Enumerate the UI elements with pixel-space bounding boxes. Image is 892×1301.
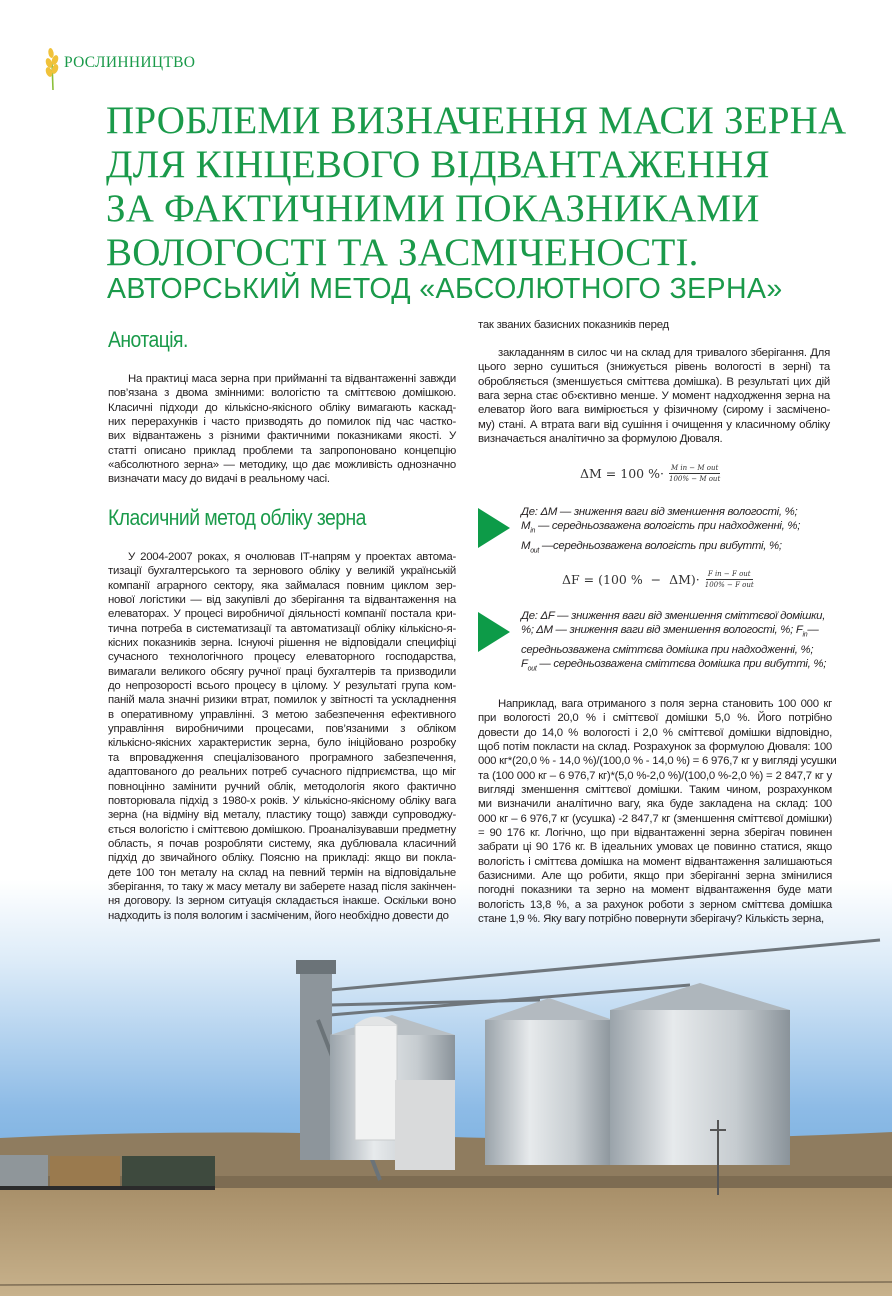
text-line: вологість 13,8 %, а за рахунок роботи з зерном сміттєва домішка [478, 898, 832, 911]
legend-line: Де: ΔM — зниження ваги від зменшення вологості, %; [521, 506, 798, 518]
formula-denominator: 100% − M out [669, 475, 721, 483]
article-title [106, 99, 866, 275]
annotation-paragraph [108, 372, 456, 487]
text-line: управління виробничими процесами, пов’язаними з обліком [108, 723, 456, 736]
section-label: РОСЛИННИЦТВО [64, 54, 196, 71]
text-line: вих відвантажень з різними фактичними показниками якості. У [108, 430, 456, 443]
formula-legend-1 [521, 505, 800, 558]
text-line: повноцінно замінити ручний облік, методологія якого фактично [108, 780, 456, 793]
annotation-heading: Анотація. [108, 327, 188, 352]
text-line: тична потреба в систематизації та автоматизації обліку кількісно-я- [108, 622, 456, 635]
symbol: M [521, 539, 531, 552]
title-line: ВОЛОГОСТІ ТА ЗАСМІЧЕНОСТІ. [106, 231, 699, 274]
text-line: тизації бухгалтерського та зернового обліку у великій українській [108, 565, 456, 578]
text-line: У 2004-2007 роках, я очолював IT-напрям у проектах автома- [128, 551, 456, 563]
symbol: F [521, 657, 528, 670]
grain-elevator-photo [0, 880, 892, 1301]
duval-paragraph [478, 346, 830, 446]
text-line: 000 кг*(20,0 % - 14,0 %)/(100,0 % - 14,0 %) = 6 976,7 кг у вигляді усушки [478, 755, 837, 768]
text-line: кількісно-якісних характеристик зерна, було ініційовано розробку [108, 737, 456, 750]
text-line: та (100 000 кг – 6 976,7 кг)*(5,0 %-2,0 %)/(100,0 %-2,0 %) = 2 847,7 кг у [478, 769, 832, 782]
classic-method-paragraph [108, 550, 456, 923]
formula-numerator: M in − M out [670, 464, 719, 472]
formula-fraction [669, 464, 720, 483]
legend-line [521, 623, 826, 642]
text-line: сучасного технологічного процесу елеваторного господарства, [108, 651, 456, 664]
formula-delta-m [580, 464, 720, 483]
text-line: зберігання, то таку ж масу металу ви заберете назад після закінчен- [108, 880, 456, 893]
text-line: компанії аграрного сектору, яка займалася повним циклом зер- [108, 579, 456, 592]
text-line: ня договору. Із зерном ситуація складається інакше. Оскільки воно [108, 895, 456, 908]
text-line: так званих базисних показників перед [478, 319, 669, 331]
formula-denominator: 100% − F out [704, 581, 754, 589]
text-line: 000 кг – 6 976,7 кг (усушка) -2 847,7 кг (зменшення сміттєвої домішки) [478, 812, 832, 825]
text-line: «абсолютного зерна» — методику, що дає можливість однозначно [108, 459, 456, 472]
text-line: та впровадження спеціалізованого програмного забезпечення, [108, 751, 456, 764]
formula-numerator: F in − F out [707, 570, 751, 578]
text-line: при вологості 20,0 % і сміттєвої домішки 5,0 %. Його потрібно [478, 712, 832, 725]
text-line: = 90 176 кг. Логічно, що при відвантаженні зерна зберігач повинен [478, 827, 832, 840]
legend-text: %; ΔM — зниження ваги від зменшення вологості, %; F [521, 624, 803, 637]
text-line: базисними. Але що робити, якщо при зберіганні зерна змінилися [478, 870, 832, 883]
text-line: вимагали великого обсягу ручної праці бухгалтерів та призводили [108, 665, 456, 678]
symbol: M [521, 520, 531, 533]
example-paragraph [478, 697, 837, 927]
text-line: надходить із поля вологим і засміченим, його необхідно довести до [108, 909, 449, 922]
text-line: погодні показники та зерно на момент відвантаження буде мати [478, 884, 832, 897]
legend-text: —середньозважена вологість при вибутті, %; [541, 539, 782, 552]
text-line: закладанням в силос чи на склад для тривалого зберігання. Для [498, 347, 830, 359]
formula-fraction [705, 570, 754, 589]
play-arrow-icon [478, 612, 510, 652]
legend-line [521, 539, 800, 558]
legend-line [521, 519, 800, 538]
subscript: in [530, 527, 536, 535]
text-line: адаптованого до реальних потреб сучасного підприємства, що міг [108, 766, 456, 779]
text-line: область, я почав розробляти систему, яка дублювала класичний [108, 837, 456, 850]
text-line: елеватор його вага вимірюється у фізичному (сирому і засмічено- [478, 404, 830, 417]
text-line: елеваторах. У процесі виробничої діяльності компанії постала кри- [108, 608, 456, 621]
classic-method-heading: Класичний метод обліку зерна [108, 505, 366, 530]
legend-text: — середньозважена вологість при надходженні, %; [537, 520, 801, 533]
text-line: вага зерна стає об›єктивно менше. У момент надходження зерна на [478, 390, 830, 403]
text-line: щоб потім покласти на склад. Розрахунок за формулою Дюваля: 100 [478, 741, 832, 754]
title-line: ПРОБЛЕМИ ВИЗНАЧЕННЯ МАСИ ЗЕРНА [106, 99, 847, 142]
formula-delta-f [562, 570, 754, 589]
formula-lhs: ΔM = 100 %· [580, 466, 664, 481]
formula-lhs: ΔF = (100 % − ΔM)· [562, 572, 700, 587]
text-line: цього зерно сушиться (знижується рівень вологості в зерні) та [478, 361, 830, 374]
text-line: них перерахунків і часто призводять до помилок під час частко- [108, 416, 456, 429]
text-line: підхід до звичайного обліку. Поясню на прикладі: якщо ви покла- [108, 852, 456, 865]
text-line: обробляється (зменшується сміттєва домішка). В результаті цих дій [478, 375, 830, 388]
subscript: in [802, 631, 808, 639]
text-line: На практиці маса зерна при прийманні та відвантаженні завжди [128, 373, 456, 385]
text-line: паній мала значні ризики втрат, помилок у звітності та ускладнення [108, 694, 456, 707]
text-line: визначати масу до видачі в реальному часі. [108, 473, 330, 486]
legend-text: — [807, 624, 819, 637]
text-line: Наприклад, вага отриманого з поля зерна становить 100 000 кг [498, 698, 832, 710]
text-line: кісних показників зерна. Існуючі рішення не відповідали специфіці [108, 637, 456, 650]
legend-text: — середньозважена сміттєва домішка при вибутті, %; [539, 657, 827, 670]
text-line: в оперативному управлінні. З метою забезпечення ефективного [108, 708, 456, 721]
text-line: пов’язана з двома змінними: вологістю та сміттєвою домішкою. [108, 387, 456, 400]
text-line: статті описано приклад проблеми та запропоновано концепцію [108, 444, 456, 457]
text-line: вологість і сміттєва домішка на момент відвантаження залишаються [478, 855, 832, 868]
continuation-line [478, 318, 828, 332]
article-subtitle: АВТОРСЬКИЙ МЕТОД «АБСОЛЮТНОГО ЗЕРНА» [107, 273, 783, 305]
title-line: ДЛЯ КІНЦЕВОГО ВІДВАНТАЖЕННЯ [106, 143, 770, 186]
subscript: out [527, 665, 537, 673]
text-line: Класичні підходи до кількісно-якісного обліку вимагають каскад- [108, 401, 456, 414]
text-line: повторювала підхід з 1980-х років. У кількісно-якісному обліку вага [108, 794, 456, 807]
text-line: нової логістики — від закупівлі до зберігання та відвантаження на [108, 594, 456, 607]
text-line: визначається аналітично за формулою Дюваля. [478, 433, 723, 446]
text-line: му) стані. А втрата ваги від сушіння і очищення у класичному обліку [478, 418, 830, 431]
text-line: вигляді зменшення сміттєвої домішки. Таким чином, розрахунком [478, 784, 832, 797]
legend-line: Де: ΔF — зниження ваги від зменшення сміттєвої домішки, [521, 610, 826, 622]
legend-line [521, 657, 826, 676]
text-line: зерна (на відміну від металу, пластику тощо) завжди супроводжу- [108, 809, 456, 822]
text-line: до непрозорості всього процесу в цілому. У результаті група ком- [108, 680, 456, 693]
text-line: ється вологістю і сміттєвою домішкою. Проаналізувавши предметну [108, 823, 456, 836]
play-arrow-icon [478, 508, 510, 548]
text-line: ми визначили аналітично вагу, яка буде закладена на склад: 100 [478, 798, 832, 811]
text-line: забрати ці 90 176 кг. В ідеальних умовах це повинно статися, якщо [478, 841, 832, 854]
wheat-logo-icon [42, 42, 64, 97]
text-line: дете 100 тон металу на склад на певний термін на відповідальне [108, 866, 456, 879]
formula-legend-2 [521, 609, 826, 676]
text-line: стане 1,9 %. Яку вагу потрібно повернути зберігачу? Кількість зерна, [478, 913, 824, 926]
title-line: ЗА ФАКТИЧНИМИ ПОКАЗНИКАМИ [106, 187, 760, 230]
legend-line: середньозважена сміттєва домішка при надходженні, %; [521, 643, 814, 656]
text-line: довести до 14,0 % вологості і 2,0 % сміттєвої домішки відповідно, [478, 726, 832, 739]
subscript: out [530, 546, 540, 554]
